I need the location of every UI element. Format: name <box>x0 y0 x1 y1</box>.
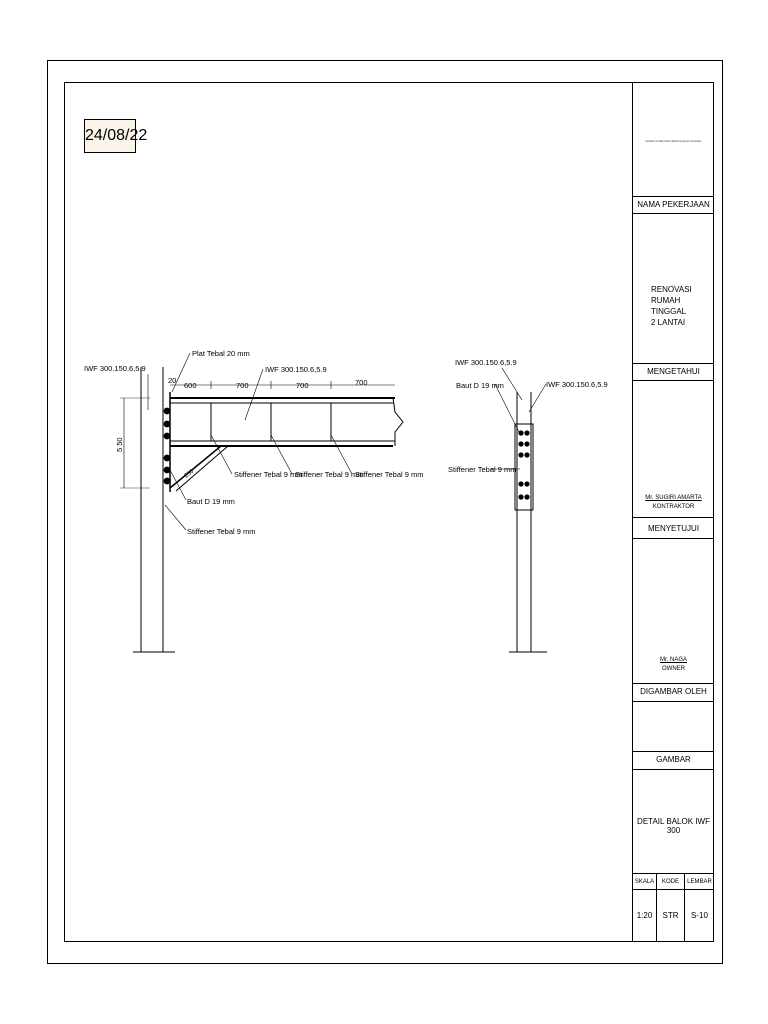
stiffener-label-1: Stiffener Tebal 9 mm <box>234 470 303 479</box>
bolt-icon <box>164 467 171 474</box>
bolt-icon <box>524 452 529 457</box>
dim-700-b: 700 <box>296 381 309 390</box>
known-cell <box>633 381 714 518</box>
right-column-label: IWF 300.150.6,5.9 <box>455 358 517 367</box>
bolt-icon <box>518 430 523 435</box>
approve-role: OWNER <box>662 666 685 672</box>
job-line-1: RENOVASI <box>651 285 692 294</box>
known-header: MENGETAHUI <box>633 364 714 381</box>
bolt-icon <box>164 408 171 415</box>
left-connection-detail <box>120 353 403 652</box>
left-column-label: IWF 300.150.6,5.9 <box>84 364 146 373</box>
scale-value: 1:20 <box>633 890 657 942</box>
right-bolt-label: Baut D 19 mm <box>456 381 504 390</box>
scale-value-row <box>633 890 714 942</box>
plate-label: Plat Tebal 20 mm <box>192 349 250 358</box>
sheet-header: LEMBAR <box>687 879 712 885</box>
left-stiffener-bottom-label: Stiffener Tebal 9 mm <box>187 527 256 536</box>
drawn-cell <box>633 702 714 752</box>
stiffener-label-3: Stiffener Tebal 9 mm <box>355 470 424 479</box>
drawn-header: DIGAMBAR OLEH <box>633 684 714 702</box>
code-header: KODE <box>657 874 685 890</box>
drawing-header: GAMBAR <box>633 752 714 770</box>
bolt-icon <box>164 455 171 462</box>
known-name: Mr. SUGIRI AMARTA <box>645 495 702 501</box>
job-cell <box>633 214 714 364</box>
dim-600: 600 <box>184 381 197 390</box>
haunch-line-2 <box>176 446 228 491</box>
code-value: STR <box>657 890 685 942</box>
right-stiffener-label: Stiffener Tebal 9 mm <box>448 465 517 474</box>
scale-header-row <box>633 874 714 890</box>
right-connection-detail <box>490 368 547 652</box>
title-note: Gambar ini tidak boleh diubah tanpa izin konsultan <box>633 82 714 197</box>
bolt-icon <box>164 433 171 440</box>
bolt-icon <box>164 478 171 485</box>
bolt-icon <box>524 494 529 499</box>
date-stamp: 24/08/22 <box>84 119 136 153</box>
bolt-icon <box>518 441 523 446</box>
bolt-icon <box>164 421 171 428</box>
bolt-icon <box>524 481 529 486</box>
stiffener-label-2: Stiffener Tebal 9 mm <box>295 470 364 479</box>
bolt-icon <box>518 452 523 457</box>
approve-header: MENYETUJUI <box>633 518 714 539</box>
right-bolts <box>518 430 529 499</box>
beam-label: IWF 300.150.6,5.9 <box>265 365 327 374</box>
dim-250: 250 <box>183 468 196 480</box>
approve-cell <box>633 539 714 684</box>
beam-break-line <box>393 398 403 446</box>
bolt-icon <box>518 494 523 499</box>
haunch-line-1 <box>170 446 221 488</box>
dim-550: 5 50 <box>115 437 124 452</box>
job-header: NAMA PEKERJAAN <box>633 197 714 214</box>
drawing-title: DETAIL BALOK IWF 300 <box>637 817 710 835</box>
right-beam-label: IWF 300.150.6,5.9 <box>546 380 608 389</box>
job-line-2: RUMAH TINGGAL <box>651 296 687 316</box>
approve-name: Mr. NAGA <box>659 657 687 663</box>
bolt-icon <box>524 430 529 435</box>
dim-20: 20 <box>168 376 177 385</box>
sheet-value: S-10 <box>691 911 708 920</box>
dim-700-c: 700 <box>355 378 368 387</box>
title-block <box>632 82 714 942</box>
dim-700-a: 700 <box>236 381 249 390</box>
job-line-3: 2 LANTAI <box>651 318 686 327</box>
scale-header: SKALA <box>633 874 657 890</box>
right-end-plate <box>515 424 533 510</box>
known-role: KONTRAKTOR <box>652 504 695 510</box>
bolt-icon <box>524 441 529 446</box>
drawing-cell <box>633 770 714 874</box>
left-bolt-label: Baut D 19 mm <box>187 497 235 506</box>
bolt-icon <box>518 481 523 486</box>
